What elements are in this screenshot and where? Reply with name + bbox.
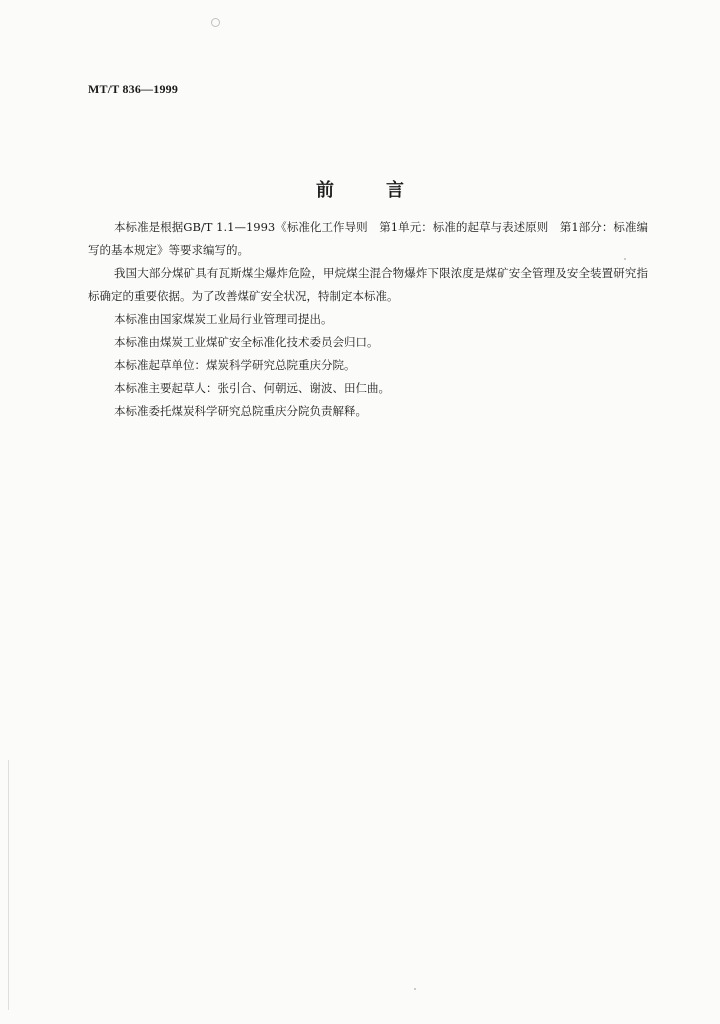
title-char-2: 言 bbox=[386, 180, 404, 201]
title-char-1: 前 bbox=[316, 180, 334, 201]
standard-number: MT/T 836—1999 bbox=[88, 82, 179, 96]
paragraph-interpretation: 本标准委托煤炭科学研究总院重庆分院负责解释。 bbox=[114, 404, 367, 418]
foreword-body bbox=[88, 216, 648, 423]
scan-mark bbox=[211, 18, 220, 27]
scan-speck bbox=[624, 258, 626, 260]
paragraph-drafting-unit: 本标准起草单位：煤炭科学研究总院重庆分院。 bbox=[114, 358, 356, 372]
paragraph-purpose: 我国大部分煤矿具有瓦斯煤尘爆炸危险，甲烷煤尘混合物爆炸下限浓度是煤矿安全管理及安全装置研究指标确定的重要依据。为了改善煤矿安全状况，特制定本标准。 bbox=[88, 266, 648, 303]
paragraph-drafters: 本标准主要起草人：张引合、何朝远、谢波、田仁曲。 bbox=[114, 381, 390, 395]
paragraph-basis: 本标准是根据GB/T 1.1—1993《标准化工作导则 第1单元：标准的起草与表述原则 第1部分：标准编写的基本规定》等要求编写的。 bbox=[88, 220, 648, 257]
page-title bbox=[0, 176, 720, 202]
scan-edge-line bbox=[8, 760, 9, 1010]
paragraph-proposer: 本标准由国家煤炭工业局行业管理司提出。 bbox=[114, 312, 333, 326]
scan-speck bbox=[414, 988, 416, 990]
paragraph-centralized: 本标准由煤炭工业煤矿安全标准化技术委员会归口。 bbox=[114, 335, 379, 349]
